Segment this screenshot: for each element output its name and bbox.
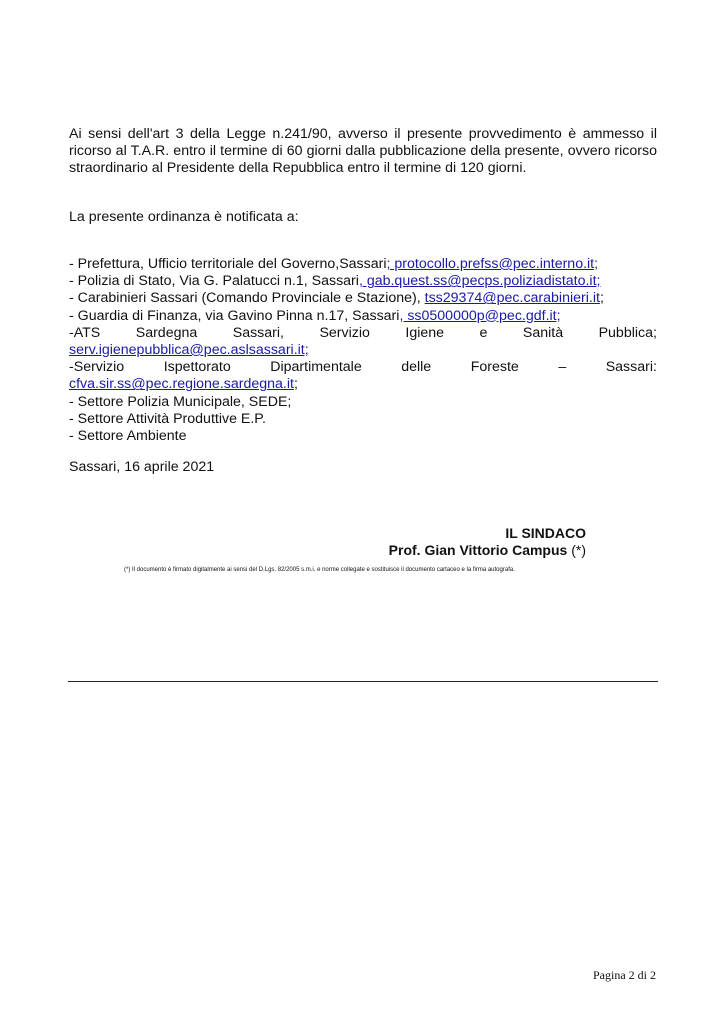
list-item-foreste-email <box>69 376 657 393</box>
justified-word: Servizio <box>319 324 370 341</box>
horizontal-divider <box>68 681 658 682</box>
justified-word: Igiene <box>405 324 445 341</box>
appeal-paragraph: Ai sensi dell'art 3 della Legge n.241/90, avverso il presente provvedimento è ammesso il ricorso al T.A.R. entro il termine di 60 giorni dalla pubblicazione della presente, ovvero ricorso straordinario al Presidente della Repubblica entro il termine di 120 giorni. <box>69 126 657 177</box>
justified-word: -ATS <box>69 324 101 341</box>
date-line: Sassari, 16 aprile 2021 <box>69 459 215 475</box>
list-item-attivita-produttive: - Settore Attività Produttive E.P. <box>69 410 266 427</box>
notification-intro: La presente ordinanza è notificata a: <box>69 209 299 225</box>
list-item-ambiente: - Settore Ambiente <box>69 428 187 445</box>
email-link-finanza[interactable]: , ss0500000p@pec.gdf.it; <box>399 307 561 324</box>
page-number: Pagina 2 di 2 <box>593 968 656 982</box>
justified-word: Sardegna <box>135 324 198 341</box>
justified-word: delle <box>401 359 432 376</box>
recipients-list <box>69 256 657 445</box>
justified-word: Foreste <box>470 359 519 376</box>
justified-word: – <box>558 359 567 376</box>
recipient-text: - Guardia di Finanza, via Gavino Pinna n.17, Sassari <box>69 307 400 324</box>
signature-name: Prof. Gian Vittorio Campus <box>388 542 568 558</box>
justified-word: Pubblica; <box>598 324 657 341</box>
list-item-foreste <box>69 359 657 376</box>
justified-word: Sassari, <box>232 324 284 341</box>
email-link-ats[interactable]: serv.igienepubblica@pec.aslsassari.it; <box>69 342 309 359</box>
list-item-ats-email <box>69 342 657 359</box>
list-item-finanza <box>69 308 657 325</box>
justified-word: -Servizio <box>69 359 125 376</box>
recipient-suffix: ; <box>599 290 604 307</box>
signature-title: IL SINDACO <box>505 525 586 541</box>
justified-word: Dipartimentale <box>270 359 362 376</box>
justified-word: Ispettorato <box>163 359 231 376</box>
list-item-carabinieri <box>69 290 657 307</box>
list-item-polizia <box>69 273 657 290</box>
list-item-ats <box>69 325 657 342</box>
email-link-polizia[interactable]: , gab.quest.ss@pecps.poliziadistato.it; <box>358 273 601 290</box>
email-link-prefettura[interactable]: ; protocollo.prefss@pec.interno.it; <box>386 256 599 272</box>
justified-word: Sanità <box>522 324 564 341</box>
justified-word: e <box>479 324 488 341</box>
signature-note: (*) <box>567 542 586 558</box>
recipient-suffix: ; <box>293 376 298 393</box>
recipient-text: - Carabinieri Sassari (Comando Provinciale e Stazione), <box>69 290 425 307</box>
recipient-text: - Prefettura, Ufficio territoriale del Governo,Sassari <box>69 256 387 272</box>
list-item-polizia-municipale: - Settore Polizia Municipale, SEDE; <box>69 393 292 410</box>
digital-signature-footnote: (*) Il documento è firmato digitalmente ai sensi del D.Lgs. 82/2005 s.m.i. e norme collegate e sostituisce il documento cartaceo e la firma autografa. <box>124 567 515 573</box>
list-item-prefettura <box>69 256 657 273</box>
justified-word: Sassari: <box>605 359 657 376</box>
email-link-carabinieri[interactable]: tss29374@pec.carabinieri.it <box>424 290 600 307</box>
email-link-foreste[interactable]: cfva.sir.ss@pec.regione.sardegna.it <box>69 376 294 393</box>
recipient-text: - Polizia di Stato, Via G. Palatucci n.1, Sassari <box>69 273 359 290</box>
signature-block <box>300 525 586 559</box>
